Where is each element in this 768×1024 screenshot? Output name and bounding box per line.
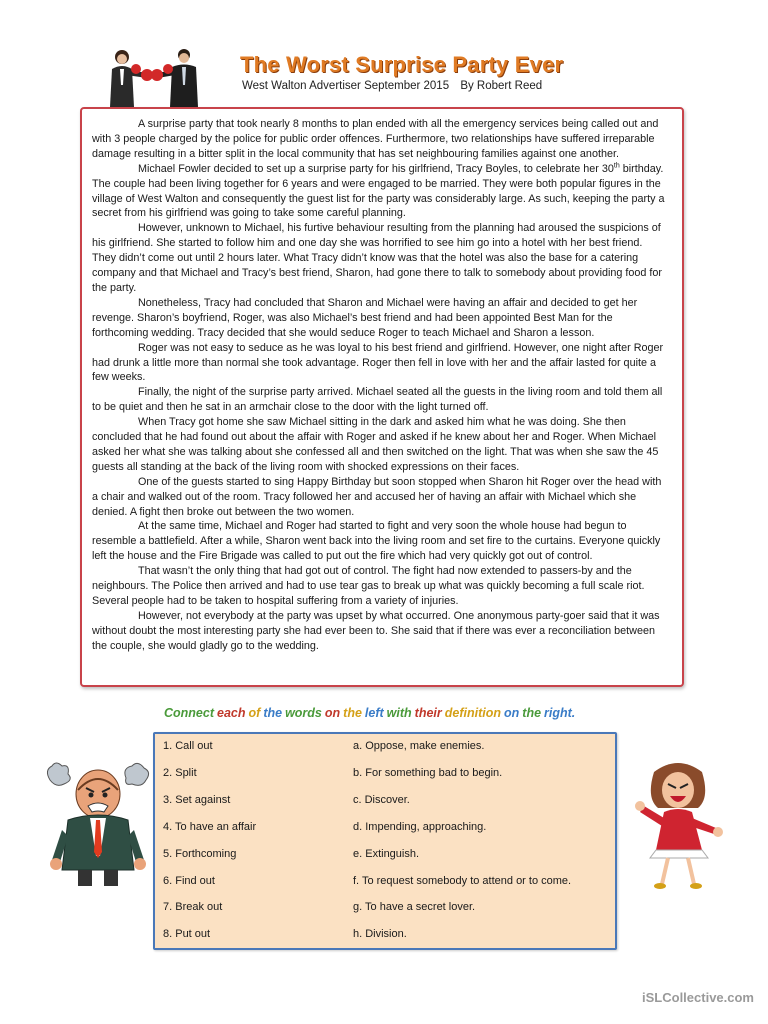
- article-paragraph: That wasn’t the only thing that had got out of control. The fight had now extended to passers-by and the neighbours. The Police then arrived and had to use tear gas to break up what was quickly becoming a full scale riot. Several people had to be taken to hospital suffering from a variety of injuries.: [92, 565, 645, 607]
- matching-row: [163, 740, 603, 760]
- article-paragraph: [92, 162, 668, 222]
- definition-option: f. To request somebody to attend or to come.: [353, 874, 572, 887]
- publication: West Walton Advertiser September 2015: [242, 80, 450, 92]
- instruction-word: with: [386, 706, 412, 720]
- matching-row: [163, 848, 603, 868]
- article-paragraph: When Tracy got home she saw Michael sitting in the dark and asked him what he was doing. She then concluded that he had found out about the affair with Roger and asked if he knew about her and Roger. When Michael asked her what she was talking about she confessed all and then switched on the light. That was when she saw the 45 guests all standing at the back of the living room with shocked expressions on their faces.: [92, 416, 659, 473]
- vocabulary-term: 6. Find out: [163, 874, 215, 887]
- vocabulary-term: 8. Put out: [163, 928, 211, 941]
- vocabulary-term: 2. Split: [163, 766, 197, 779]
- angry-woman-illustration: [632, 758, 724, 890]
- definition-option: h. Division.: [353, 928, 407, 941]
- matching-row: [163, 928, 603, 948]
- matching-row: [163, 875, 603, 895]
- boxers-illustration: [100, 45, 212, 113]
- paragraph-text: birthday. The couple had been living together for 6 years and were engaged to be married. They were both popular figures in the village of West Walton and consequently the guest list for the party was considerably large. As such, keeping the party a secret from his girlfriend was going to take some careful planning.: [92, 162, 665, 220]
- instruction-word: their: [414, 706, 442, 720]
- instruction-word: definition: [444, 706, 501, 720]
- instruction-word: the: [343, 706, 362, 720]
- matching-row: [163, 821, 603, 841]
- instruction-word: the: [263, 706, 283, 720]
- matching-row: [163, 767, 603, 787]
- article-paragraph: Nonetheless, Tracy had concluded that Sharon and Michael were having an affair and decided to get her revenge. Sharon’s boyfriend, Roger, was also Michael’s best friend and had been appointed Best Man for the forthcoming wedding. Tracy decided that she would seduce Roger to teach Michael and Sharon a lesson.: [92, 296, 638, 339]
- article-title: The Worst Surprise Party Ever: [240, 52, 564, 77]
- article-paragraph: At the same time, Michael and Roger had started to fight and very soon the whole house had begun to resemble a battlefield. After a while, Sharon went back into the living room and set fire to the curtains. Everyone quickly left the house and the Fire Brigade was called to put out the fire which had very quickly got out of control.: [92, 520, 661, 563]
- vocabulary-term: 3. Set against: [163, 793, 231, 806]
- instruction-word: right.: [544, 706, 576, 720]
- instruction-word: left: [364, 706, 384, 720]
- definition-option: b. For something bad to begin.: [353, 766, 503, 779]
- definition-option: c. Discover.: [353, 793, 410, 806]
- definition-option: e. Extinguish.: [353, 847, 420, 860]
- exercise-instruction: [164, 706, 578, 720]
- article-paragraph: Roger was not easy to seduce as he was loyal to his best friend and girlfriend. However, one night after Roger had drunk a little more than normal she took advantage. Roger then fell in love with her and the affair lasted for quite a few weeks.: [92, 341, 664, 384]
- article-paragraph: Finally, the night of the surprise party arrived. Michael seated all the guests in the living room and told them all to be quiet and then he sat in an armchair close to the door with the light turned off.: [92, 386, 663, 414]
- vocabulary-term: 4. To have an affair: [163, 820, 257, 833]
- vocabulary-term: 1. Call out: [163, 740, 213, 752]
- instruction-word: on: [504, 706, 520, 720]
- byline: [242, 80, 550, 92]
- author: By Robert Reed: [460, 80, 543, 92]
- article-paragraph: However, not everybody at the party was upset by what occurred. One anonymous party-goer said that it was without doubt the most interesting party she had ever been to. She said that if there was ever a reconciliation between the couple, she would gladly go to the wedding.: [92, 609, 660, 652]
- angry-man-illustration: [42, 760, 152, 890]
- watermark: iSLCollective.com: [642, 990, 754, 1005]
- instruction-word: of: [248, 706, 261, 720]
- matching-row: [163, 901, 603, 921]
- matching-row: [163, 794, 603, 814]
- article-paragraph: However, unknown to Michael, his furtive behaviour resulting from the planning had aroused the suspicions of his girlfriend. She started to follow him and one day she was horrified to see him go into a hotel with her best friend. They didn’t come out until 2 hours later. What Tracy didn’t know was that the hotel was also the base for a catering company and that Michael and Tracy’s best friend, Sharon, had gone there to talk to somebody about providing food for the party.: [92, 222, 662, 294]
- vocabulary-term: 7. Break out: [163, 901, 223, 914]
- definition-option: g. To have a secret lover.: [353, 901, 476, 914]
- ordinal-suffix: th: [613, 162, 620, 170]
- vocabulary-matching-box: [153, 732, 617, 950]
- article-box: [80, 107, 684, 687]
- article-paragraph: One of the guests started to sing Happy Birthday but soon stopped when Sharon hit Roger over the head with a chair and walked out of the room. Tracy followed her and accused her of having an affair with Michael which she denied. A fight then broke out between the two women.: [92, 475, 662, 518]
- article-paragraph: A surprise party that took nearly 8 months to plan ended with all the emergency services being called out and with 3 people charged by the police for public order offences. Furthermore, two relationships have suffered irreparable damage resulting in a bitter split in the local community that has set neighbouring families against one another.: [92, 118, 659, 160]
- instruction-word: the: [522, 706, 542, 720]
- paragraph-text: Michael Fowler decided to set up a surprise party for his girlfriend, Tracy Boyles, to celebrate her 30: [138, 162, 614, 175]
- instruction-word: on: [324, 706, 341, 720]
- instruction-word: words: [285, 706, 322, 720]
- instruction-word: Connect: [164, 706, 214, 720]
- instruction-word: each: [217, 706, 246, 720]
- definition-option: d. Impending, approaching.: [353, 820, 487, 833]
- definition-option: a. Oppose, make enemies.: [353, 740, 485, 752]
- vocabulary-term: 5. Forthcoming: [163, 847, 237, 860]
